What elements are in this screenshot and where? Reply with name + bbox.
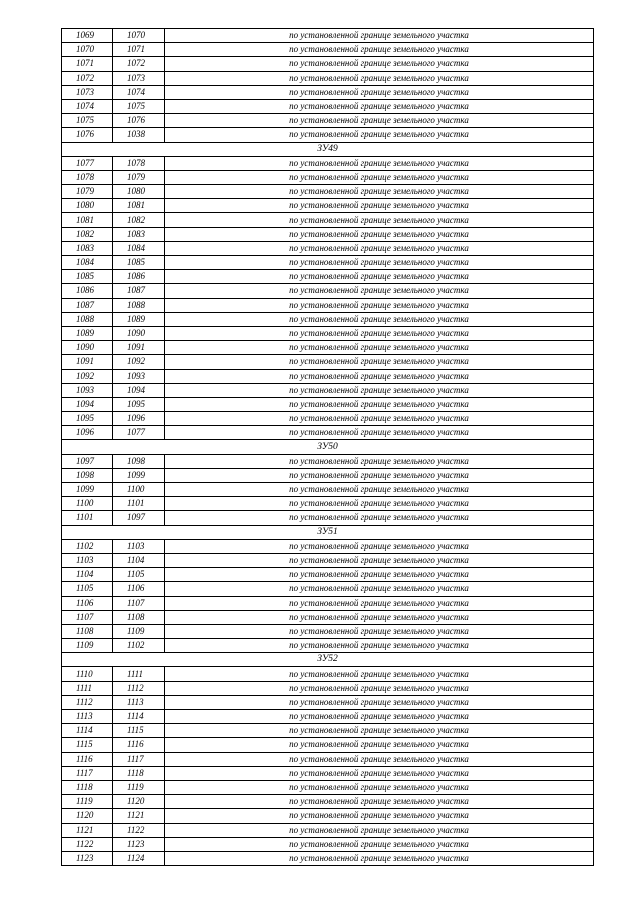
to-point-cell: 1097: [113, 511, 165, 525]
table-row: [62, 326, 594, 340]
from-point-cell: 1078: [62, 170, 113, 184]
table-row: [62, 57, 594, 71]
table-row: [62, 85, 594, 99]
table-row: [62, 539, 594, 553]
from-point-cell: 1110: [62, 667, 113, 681]
to-point-cell: 1070: [113, 29, 165, 43]
to-point-cell: 1123: [113, 837, 165, 851]
to-point-cell: 1111: [113, 667, 165, 681]
table-row: [62, 128, 594, 142]
to-point-cell: 1091: [113, 341, 165, 355]
to-point-cell: 1076: [113, 114, 165, 128]
to-point-cell: 1103: [113, 539, 165, 553]
from-point-cell: 1082: [62, 227, 113, 241]
to-point-cell: 1095: [113, 397, 165, 411]
boundary-description-cell: по установленной границе земельного участка: [165, 483, 594, 497]
boundary-description-cell: по установленной границе земельного участка: [165, 624, 594, 638]
to-point-cell: 1122: [113, 823, 165, 837]
from-point-cell: 1097: [62, 454, 113, 468]
table-row: [62, 724, 594, 738]
table-row: [62, 752, 594, 766]
boundary-description-cell: по установленной границе земельного участка: [165, 823, 594, 837]
section-label: ЗУ52: [62, 653, 594, 667]
boundary-description-cell: по установленной границе земельного участка: [165, 326, 594, 340]
boundary-description-cell: по установленной границе земельного участка: [165, 837, 594, 851]
boundary-description-cell: по установленной границе земельного участка: [165, 355, 594, 369]
table-row: [62, 667, 594, 681]
to-point-cell: 1102: [113, 639, 165, 653]
boundary-description-cell: по установленной границе земельного участка: [165, 752, 594, 766]
from-point-cell: 1069: [62, 29, 113, 43]
boundary-description-cell: по установленной границе земельного участка: [165, 199, 594, 213]
table-row: [62, 227, 594, 241]
to-point-cell: 1090: [113, 326, 165, 340]
from-point-cell: 1101: [62, 511, 113, 525]
boundary-description-cell: по установленной границе земельного участка: [165, 497, 594, 511]
to-point-cell: 1124: [113, 851, 165, 865]
from-point-cell: 1121: [62, 823, 113, 837]
boundary-description-cell: по установленной границе земельного участка: [165, 227, 594, 241]
to-point-cell: 1101: [113, 497, 165, 511]
from-point-cell: 1075: [62, 114, 113, 128]
from-point-cell: 1091: [62, 355, 113, 369]
boundary-description-cell: по установленной границе земельного участка: [165, 213, 594, 227]
boundary-description-cell: по установленной границе земельного участка: [165, 695, 594, 709]
boundary-description-cell: по установленной границе земельного участка: [165, 43, 594, 57]
table-row: [62, 809, 594, 823]
boundary-description-cell: по установленной границе земельного участка: [165, 553, 594, 567]
boundary-description-cell: по установленной границе земельного участка: [165, 312, 594, 326]
to-point-cell: 1089: [113, 312, 165, 326]
from-point-cell: 1084: [62, 256, 113, 270]
to-point-cell: 1104: [113, 553, 165, 567]
to-point-cell: 1086: [113, 270, 165, 284]
boundary-description-cell: по установленной границе земельного участка: [165, 397, 594, 411]
boundary-description-cell: по установленной границе земельного участка: [165, 795, 594, 809]
table-row: [62, 43, 594, 57]
boundary-description-cell: по установленной границе земельного участка: [165, 454, 594, 468]
boundary-description-cell: по установленной границе земельного участка: [165, 639, 594, 653]
from-point-cell: 1102: [62, 539, 113, 553]
boundary-description-cell: по установленной границе земельного участка: [165, 412, 594, 426]
table-row: [62, 582, 594, 596]
table-row: [62, 298, 594, 312]
from-point-cell: 1114: [62, 724, 113, 738]
to-point-cell: 1105: [113, 568, 165, 582]
table-row: [62, 624, 594, 638]
table-row: [62, 312, 594, 326]
to-point-cell: 1080: [113, 185, 165, 199]
table-row: [62, 596, 594, 610]
boundary-description-cell: по установленной границе земельного участка: [165, 568, 594, 582]
from-point-cell: 1076: [62, 128, 113, 142]
boundary-description-cell: по установленной границе земельного участка: [165, 738, 594, 752]
from-point-cell: 1070: [62, 43, 113, 57]
table-row: [62, 412, 594, 426]
to-point-cell: 1087: [113, 284, 165, 298]
from-point-cell: 1094: [62, 397, 113, 411]
from-point-cell: 1103: [62, 553, 113, 567]
from-point-cell: 1107: [62, 610, 113, 624]
boundary-description-cell: по установленной границе земельного участка: [165, 270, 594, 284]
from-point-cell: 1088: [62, 312, 113, 326]
table-row: [62, 681, 594, 695]
from-point-cell: 1106: [62, 596, 113, 610]
from-point-cell: 1086: [62, 284, 113, 298]
table-row: [62, 29, 594, 43]
from-point-cell: 1111: [62, 681, 113, 695]
boundary-description-cell: по установленной границе земельного участка: [165, 256, 594, 270]
table-row: [62, 355, 594, 369]
table-row: [62, 71, 594, 85]
from-point-cell: 1073: [62, 85, 113, 99]
boundary-description-cell: по установленной границе земельного участка: [165, 241, 594, 255]
table-row: [62, 114, 594, 128]
boundary-description-cell: по установленной границе земельного участка: [165, 156, 594, 170]
to-point-cell: 1073: [113, 71, 165, 85]
from-point-cell: 1119: [62, 795, 113, 809]
section-label: ЗУ51: [62, 525, 594, 539]
from-point-cell: 1116: [62, 752, 113, 766]
from-point-cell: 1090: [62, 341, 113, 355]
boundary-description-cell: по установленной границе земельного участка: [165, 298, 594, 312]
to-point-cell: 1082: [113, 213, 165, 227]
table-row: [62, 454, 594, 468]
to-point-cell: 1119: [113, 780, 165, 794]
to-point-cell: 1107: [113, 596, 165, 610]
to-point-cell: 1093: [113, 369, 165, 383]
to-point-cell: 1071: [113, 43, 165, 57]
to-point-cell: 1118: [113, 766, 165, 780]
to-point-cell: 1114: [113, 710, 165, 724]
table-row: [62, 710, 594, 724]
boundary-description-cell: по установленной границе земельного участка: [165, 114, 594, 128]
to-point-cell: 1092: [113, 355, 165, 369]
table-row: [62, 639, 594, 653]
table-row: [62, 426, 594, 440]
table-row: [62, 284, 594, 298]
from-point-cell: 1099: [62, 483, 113, 497]
from-point-cell: 1112: [62, 695, 113, 709]
to-point-cell: 1038: [113, 128, 165, 142]
to-point-cell: 1112: [113, 681, 165, 695]
table-row: [62, 837, 594, 851]
to-point-cell: 1106: [113, 582, 165, 596]
table-row: [62, 256, 594, 270]
to-point-cell: 1108: [113, 610, 165, 624]
to-point-cell: 1074: [113, 85, 165, 99]
boundary-description-cell: по установленной границе земельного участка: [165, 71, 594, 85]
table-row: [62, 795, 594, 809]
from-point-cell: 1077: [62, 156, 113, 170]
boundary-description-cell: по установленной границе земельного участка: [165, 341, 594, 355]
from-point-cell: 1105: [62, 582, 113, 596]
table-row: [62, 341, 594, 355]
to-point-cell: 1109: [113, 624, 165, 638]
section-label: ЗУ49: [62, 142, 594, 156]
from-point-cell: 1085: [62, 270, 113, 284]
table-row: [62, 270, 594, 284]
section-row: [62, 525, 594, 539]
table-row: [62, 241, 594, 255]
table-body: [62, 29, 594, 866]
table-row: [62, 213, 594, 227]
boundary-description-cell: по установленной границе земельного участка: [165, 724, 594, 738]
boundary-description-cell: по установленной границе земельного участка: [165, 185, 594, 199]
boundary-description-cell: по установленной границе земельного участка: [165, 780, 594, 794]
to-point-cell: 1099: [113, 468, 165, 482]
table-row: [62, 511, 594, 525]
from-point-cell: 1092: [62, 369, 113, 383]
section-row: [62, 653, 594, 667]
boundary-description-table: [61, 28, 594, 866]
to-point-cell: 1075: [113, 99, 165, 113]
boundary-description-cell: по установленной границе земельного участка: [165, 57, 594, 71]
table-row: [62, 823, 594, 837]
boundary-description-cell: по установленной границе земельного участка: [165, 511, 594, 525]
boundary-description-cell: по установленной границе земельного участка: [165, 809, 594, 823]
boundary-description-cell: по установленной границе земельного участка: [165, 710, 594, 724]
to-point-cell: 1085: [113, 256, 165, 270]
from-point-cell: 1100: [62, 497, 113, 511]
to-point-cell: 1088: [113, 298, 165, 312]
table-row: [62, 610, 594, 624]
to-point-cell: 1100: [113, 483, 165, 497]
section-label: ЗУ50: [62, 440, 594, 454]
boundary-description-cell: по установленной границе земельного участка: [165, 468, 594, 482]
boundary-description-cell: по установленной границе земельного участка: [165, 85, 594, 99]
to-point-cell: 1084: [113, 241, 165, 255]
boundary-description-cell: по установленной границе земельного участка: [165, 596, 594, 610]
from-point-cell: 1109: [62, 639, 113, 653]
boundary-description-cell: по установленной границе земельного участка: [165, 284, 594, 298]
from-point-cell: 1104: [62, 568, 113, 582]
table-row: [62, 738, 594, 752]
from-point-cell: 1096: [62, 426, 113, 440]
from-point-cell: 1083: [62, 241, 113, 255]
from-point-cell: 1072: [62, 71, 113, 85]
to-point-cell: 1079: [113, 170, 165, 184]
to-point-cell: 1072: [113, 57, 165, 71]
table-row: [62, 199, 594, 213]
from-point-cell: 1093: [62, 383, 113, 397]
to-point-cell: 1078: [113, 156, 165, 170]
to-point-cell: 1113: [113, 695, 165, 709]
table-row: [62, 553, 594, 567]
table-row: [62, 170, 594, 184]
table-row: [62, 383, 594, 397]
from-point-cell: 1071: [62, 57, 113, 71]
table-row: [62, 780, 594, 794]
table-row: [62, 497, 594, 511]
boundary-description-cell: по установленной границе земельного участка: [165, 29, 594, 43]
boundary-description-cell: по установленной границе земельного участка: [165, 99, 594, 113]
table-row: [62, 99, 594, 113]
table-row: [62, 397, 594, 411]
table-row: [62, 468, 594, 482]
to-point-cell: 1116: [113, 738, 165, 752]
to-point-cell: 1096: [113, 412, 165, 426]
to-point-cell: 1115: [113, 724, 165, 738]
from-point-cell: 1089: [62, 326, 113, 340]
section-row: [62, 440, 594, 454]
from-point-cell: 1113: [62, 710, 113, 724]
table-row: [62, 185, 594, 199]
boundary-description-cell: по установленной границе земельного участка: [165, 539, 594, 553]
boundary-description-cell: по установленной границе земельного участка: [165, 582, 594, 596]
from-point-cell: 1117: [62, 766, 113, 780]
to-point-cell: 1120: [113, 795, 165, 809]
boundary-description-cell: по установленной границе земельного участка: [165, 426, 594, 440]
to-point-cell: 1121: [113, 809, 165, 823]
table-row: [62, 766, 594, 780]
from-point-cell: 1087: [62, 298, 113, 312]
to-point-cell: 1083: [113, 227, 165, 241]
from-point-cell: 1080: [62, 199, 113, 213]
section-row: [62, 142, 594, 156]
table-row: [62, 695, 594, 709]
table-row: [62, 483, 594, 497]
to-point-cell: 1094: [113, 383, 165, 397]
boundary-description-cell: по установленной границе земельного участка: [165, 610, 594, 624]
from-point-cell: 1108: [62, 624, 113, 638]
boundary-description-cell: по установленной границе земельного участка: [165, 681, 594, 695]
boundary-description-cell: по установленной границе земельного участка: [165, 851, 594, 865]
from-point-cell: 1118: [62, 780, 113, 794]
table-row: [62, 156, 594, 170]
from-point-cell: 1120: [62, 809, 113, 823]
table-row: [62, 851, 594, 865]
table-row: [62, 568, 594, 582]
boundary-description-cell: по установленной границе земельного участка: [165, 383, 594, 397]
from-point-cell: 1079: [62, 185, 113, 199]
from-point-cell: 1122: [62, 837, 113, 851]
from-point-cell: 1098: [62, 468, 113, 482]
boundary-description-cell: по установленной границе земельного участка: [165, 667, 594, 681]
boundary-description-cell: по установленной границе земельного участка: [165, 369, 594, 383]
from-point-cell: 1074: [62, 99, 113, 113]
from-point-cell: 1081: [62, 213, 113, 227]
table-row: [62, 369, 594, 383]
boundary-description-cell: по установленной границе земельного участка: [165, 170, 594, 184]
to-point-cell: 1077: [113, 426, 165, 440]
to-point-cell: 1098: [113, 454, 165, 468]
boundary-description-cell: по установленной границе земельного участка: [165, 128, 594, 142]
to-point-cell: 1081: [113, 199, 165, 213]
boundary-description-cell: по установленной границе земельного участка: [165, 766, 594, 780]
from-point-cell: 1123: [62, 851, 113, 865]
to-point-cell: 1117: [113, 752, 165, 766]
from-point-cell: 1095: [62, 412, 113, 426]
from-point-cell: 1115: [62, 738, 113, 752]
